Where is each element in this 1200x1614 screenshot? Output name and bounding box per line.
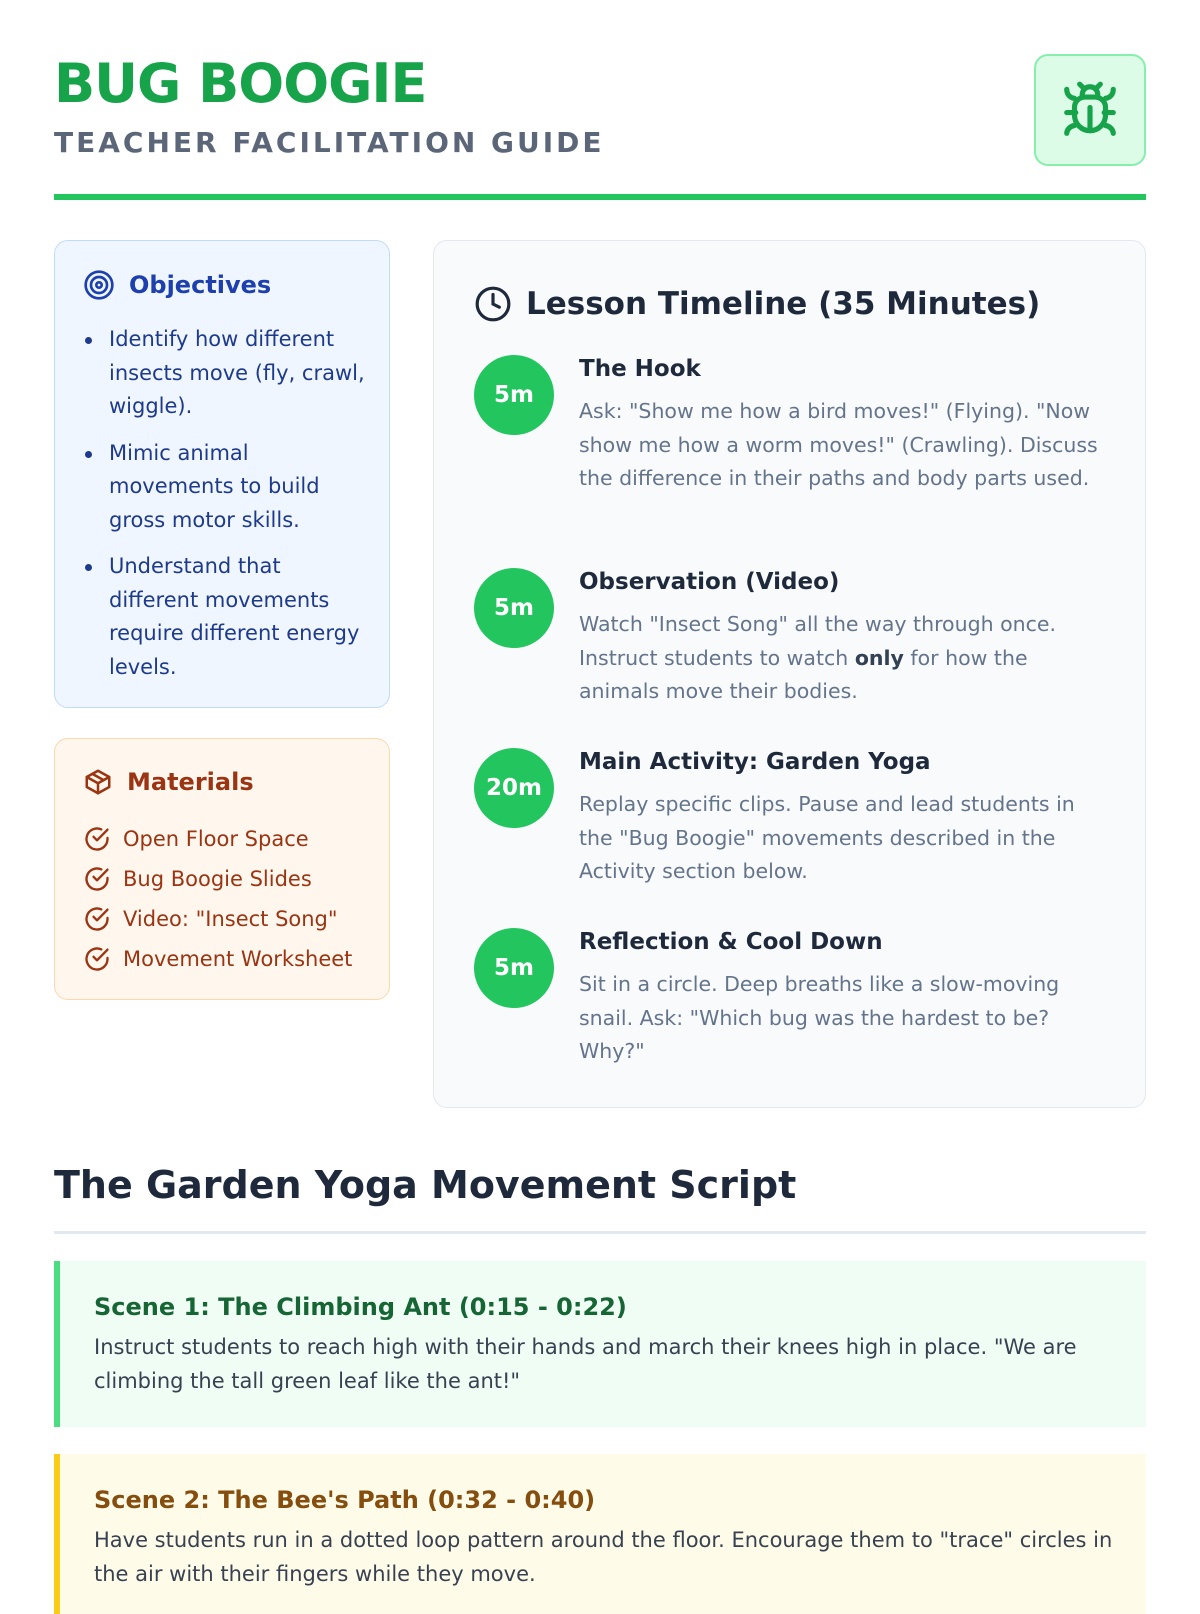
timeline-item-description (579, 608, 1114, 709)
header-divider (54, 194, 1146, 200)
timeline-item-description: Sit in a circle. Deep breaths like a slow-moving snail. Ask: "Which bug was the hardest to be? Why?" (579, 972, 1060, 1063)
scene-description: Instruct students to reach high with their hands and march their knees high in place. "We are climbing the tall green leaf like the ant!" (94, 1335, 1077, 1393)
section-divider (54, 1231, 1146, 1234)
materials-list (83, 819, 352, 979)
scene-title: Scene 1: The Climbing Ant (0:15 - 0:22) (94, 1293, 627, 1321)
timeline-item-title: Reflection & Cool Down (579, 929, 883, 955)
material-label: Bug Boogie Slides (123, 867, 312, 891)
section-heading: The Garden Yoga Movement Script (54, 1163, 797, 1207)
scene-card (54, 1454, 1146, 1614)
check-circle-icon (83, 945, 111, 973)
scene-description: Have students run in a dotted loop pattern around the floor. Encourage them to "trace" circles in the air with their fingers while they move. (94, 1528, 1113, 1586)
objectives-heading: Objectives (129, 271, 272, 299)
material-label: Movement Worksheet (123, 947, 353, 971)
lesson-timeline-card (433, 240, 1146, 1108)
objective-item: Mimic animal movements to build gross motor skills. (83, 437, 373, 538)
timeline-item-title: Observation (Video) (579, 569, 840, 595)
duration-badge: 20m (474, 748, 554, 828)
clock-icon (474, 285, 512, 323)
materials-header (83, 767, 254, 797)
objective-item: Identify how different insects move (fly, crawl, wiggle). (83, 323, 373, 424)
objective-item: Understand that different movements require different energy levels. (83, 550, 373, 684)
scene-title: Scene 2: The Bee's Path (0:32 - 0:40) (94, 1486, 596, 1514)
timeline-item-title: The Hook (579, 356, 701, 382)
material-label: Video: "Insect Song" (123, 907, 338, 931)
timeline-header (474, 285, 1040, 323)
duration-badge: 5m (474, 928, 554, 1008)
page-subtitle: TEACHER FACILITATION GUIDE (54, 126, 605, 159)
materials-heading: Materials (127, 768, 254, 796)
material-item (83, 819, 352, 859)
target-icon (83, 269, 115, 301)
header (54, 52, 1146, 200)
objectives-list (83, 323, 373, 697)
materials-card (54, 738, 390, 1000)
emphasis-text: only (854, 645, 904, 670)
description-text: for how the animals move their bodies. (579, 645, 1028, 703)
description-text: Watch "Insect Song" all the way through once. Instruct students to watch (579, 612, 1057, 670)
material-label: Open Floor Space (123, 827, 309, 851)
check-circle-icon (83, 825, 111, 853)
timeline-item-description: Replay specific clips. Pause and lead students in the "Bug Boogie" movements described in the Activity section below. (579, 792, 1075, 883)
bug-icon (1059, 79, 1121, 141)
timeline-item-title: Main Activity: Garden Yoga (579, 749, 931, 775)
timeline-item-description: Ask: "Show me how a bird moves!" (Flying). "Now show me how a worm moves!" (Crawling). Discuss the difference in their paths and body parts used. (579, 399, 1098, 490)
check-circle-icon (83, 905, 111, 933)
page-title: BUG BOOGIE (54, 52, 427, 115)
material-item (83, 939, 352, 979)
objectives-header (83, 269, 271, 301)
objectives-card (54, 240, 390, 708)
box-icon (83, 767, 113, 797)
duration-badge: 5m (474, 355, 554, 435)
material-item (83, 899, 352, 939)
logo-badge (1034, 54, 1146, 166)
material-item (83, 859, 352, 899)
check-circle-icon (83, 865, 111, 893)
scene-card (54, 1261, 1146, 1427)
duration-badge: 5m (474, 568, 554, 648)
timeline-heading: Lesson Timeline (35 Minutes) (526, 286, 1041, 322)
